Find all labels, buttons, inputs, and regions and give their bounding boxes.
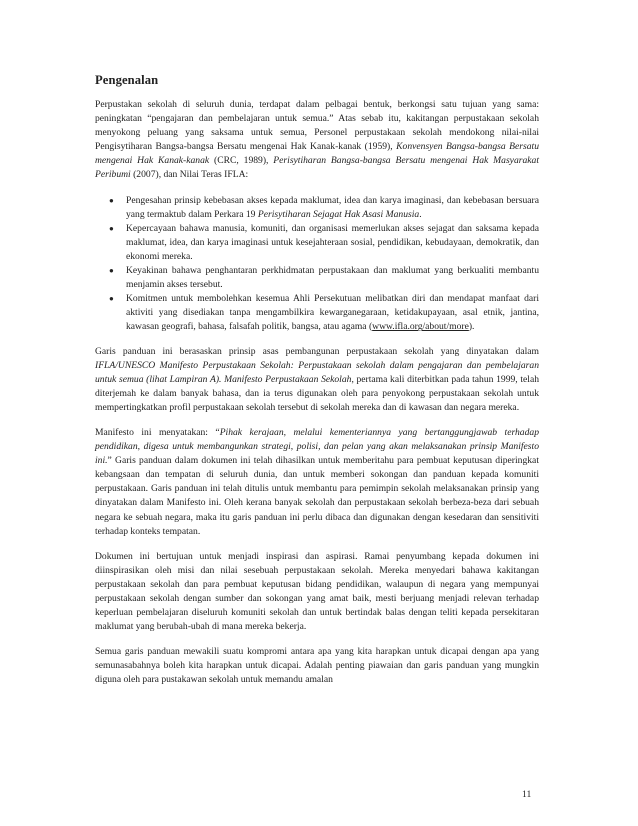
list-item-text: ). — [468, 321, 475, 333]
core-values-list — [95, 194, 539, 335]
paragraph-italic: IFLA/UNESCO Manifesto Perpustakaan Sekolah: Perpustakaan sekolah dalam pengajaran dan pembelajaran untuk semua (lihat Lampiran A). Manifesto Perpustakaan Sekolah — [95, 359, 539, 385]
list-item — [95, 222, 539, 264]
list-item-text: Kepercayaan bahawa manusia, komuniti, dan organisasi memerlukan akses sejagat dan saksama kepada maklumat, idea, dan karya imaginasi untuk kesejahteraan sosial, pendidikan, kebudayaan, demokratik, dan ekonomi mereka. — [126, 222, 539, 262]
list-item-italic: Perisytiharan Sejagat Hak Asasi Manusia — [257, 208, 420, 220]
section-heading: Pengenalan — [95, 73, 159, 87]
bullet-icon: ● — [109, 195, 114, 205]
intro-italic-1: Konvensyen Bangsa-bangsa Bersatu mengenai Hak Kanak-kanak — [95, 141, 539, 167]
paragraph-text: Manifesto ini menyatakan: “ — [95, 426, 220, 438]
list-item-text: . — [419, 208, 422, 220]
list-item — [95, 194, 539, 222]
manifesto-paragraph — [95, 426, 539, 539]
intro-text-2: (CRC, 1989), — [209, 155, 274, 167]
bullet-icon: ● — [109, 294, 114, 304]
guidelines-paragraph — [95, 345, 539, 415]
paragraph-text: Garis panduan ini berasaskan prinsip asas pembangunan perpustakaan sekolah yang dinyatakan dalam — [95, 345, 539, 357]
paragraph-text: ” Garis panduan dalam dokumen ini telah dihasilkan untuk memberitahu para pembuat keputusan diperingkat kebangsaan dan tempatan di seluruh dunia, dan untuk memberi sokongan dan panduan kepada komuniti perpustakaan. Garis panduan ini telah ditulis untuk membantu para pemimpin sekolah melaksanakan prinsip yang dinyatakan dalam Manifesto ini. Oleh kerana banyak sekolah dan perpustakaan sekolah berbeza-beza dari sebuah negara ke sebuah negara, maka itu garis panduan ini perlu dibaca dan digunakan dengan kesedaran dan sensitiviti terhadap konteks tempatan. — [95, 455, 539, 537]
intro-text-1: Perpustakan sekolah di seluruh dunia, terdapat dalam pelbagai bentuk, berkongsi satu tujuan yang sama: peningkatan “pengajaran dan pembelajaran untuk semua.” Atas sebab itu, kakitangan perpustakaan sekolah menyokong peluang yang saksama untuk semua, Personel perpustakaan sekolah mendokong nilai-nilai Pengisytiharan Bangsa-bangsa Bersatu mengenai Hak Kanak-kanak (1959), — [95, 99, 539, 153]
bullet-icon: ● — [109, 223, 114, 233]
bullet-icon: ● — [109, 266, 114, 276]
list-item — [95, 264, 539, 292]
list-item-text: Komitmen untuk membolehkan kesemua Ahli Persekutuan melibatkan diri dan mendapat manfaat dari aktiviti yang disediakan tanpa mengambilkira kewarganegaraan, ketidakupayaan, asal etnik, jantina, kawasan geografi, bahasa, falsafah politik, bangsa, atau agama ( — [126, 293, 539, 333]
paragraph-text: , pertama kali diterbitkan pada tahun 1999, telah diterjemah ke dalam banyak bahasa, dan ia terus digunakan oleh para penyokong perpustakaan sekolah untuk mempertingkatkan profil perpustakaan sekolah tersebut di sekolah mereka dan di kawasan dan negara mereka. — [95, 373, 539, 413]
list-item-text: Keyakinan bahawa penghantaran perkhidmatan perpustakaan dan maklumat yang berkualiti membantu menjamin akses tersebut. — [126, 265, 539, 291]
list-item — [95, 292, 539, 334]
list-item-text: Pengesahan prinsip kebebasan akses kepada maklumat, idea dan karya imaginasi, dan kebebasan bersuara yang termaktub dalam Perkara 19 — [126, 194, 539, 220]
page-number: 11 — [522, 789, 532, 800]
compromise-paragraph: Semua garis panduan mewakili suatu kompromi antara apa yang kita harapkan untuk dicapai dengan apa yang semunasabahnya boleh kita harapkan untuk dicapai. Adalah penting piawaian dan garis panduan yang mungkin diguna oleh para pustakawan sekolah untuk memandu amalan — [95, 646, 539, 686]
intro-text-3: (2007), dan Nilai Teras IFLA: — [130, 169, 249, 181]
purpose-paragraph: Dokumen ini bertujuan untuk menjadi inspirasi dan aspirasi. Ramai penyumbang kepada dokumen ini diinspirasikan oleh misi dan nilai sesebuah perpustakaan sekolah. Mereka menyedari bahawa kakitangan perpustakaan sekolah dan para pembuat keputusan bidang pendidikan, walaupun di negara yang mempunyai perpustakaan sekolah dengan sumber dan sokongan yang amat baik, mesti berjuang menjadi relevan terhadap keperluan pembelajaran diseluruh komuniti sekolah dan untuk bertindak balas dengan teliti kepada persekitaran maklumat yang berubah-ubah di mana mereka bekerja. — [95, 550, 539, 633]
intro-italic-2: Perisytiharan Bangsa-bangsa Bersatu mengenai Hak Masyarakat Peribumi — [95, 155, 539, 181]
paragraph-italic: Pihak kerajaan, melalui kementeriannya yang bertanggungjawab terhadap pendidikan, digesa untuk membangunkan strategi, polisi, dan pelan yang akan melaksanakan prinsip Manifesto ini. — [95, 426, 539, 467]
intro-paragraph — [95, 98, 539, 183]
ifla-link[interactable]: www.ifla.org/about/more — [372, 321, 469, 333]
document-page — [95, 73, 539, 699]
